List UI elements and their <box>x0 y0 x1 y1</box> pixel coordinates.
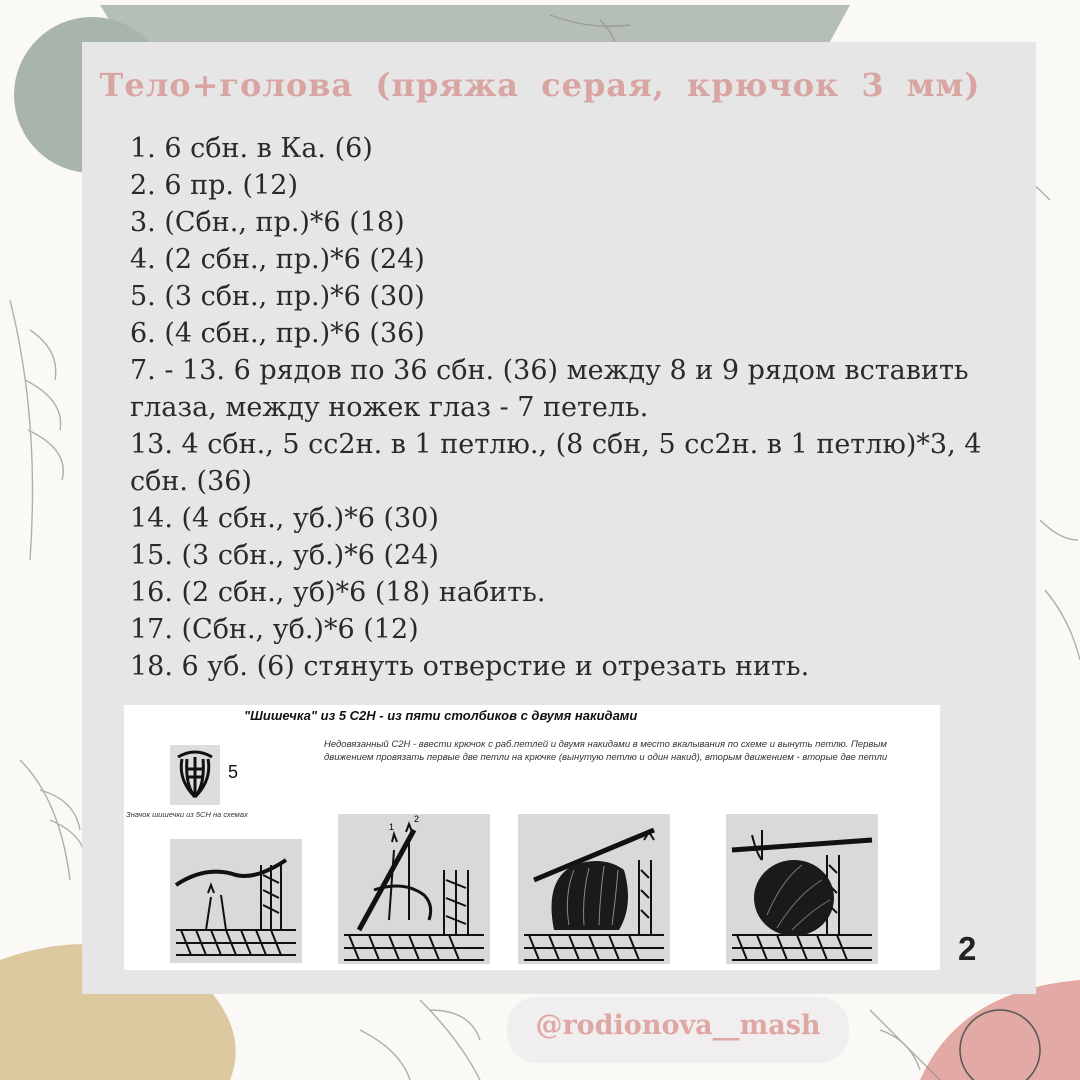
step-illustration-3 <box>514 810 674 968</box>
page-title: Тело+голова (пряжа серая, крючок 3 мм) <box>99 66 981 104</box>
arrow-label-1: 1 <box>389 822 395 832</box>
step-illustration-4 <box>722 810 882 968</box>
page-number: 2 <box>958 930 977 967</box>
author-handle[interactable]: @rodionova__mash <box>535 1010 821 1041</box>
bobble-stitch-diagram <box>124 705 940 970</box>
diagram-title: "Шишечка" из 5 С2Н - из пяти столбиков с двумя накидами <box>244 708 638 723</box>
pattern-steps-list <box>130 130 1020 685</box>
step-illustration-2 <box>334 810 494 968</box>
pattern-step: 13. 4 сбн., 5 сс2н. в 1 петлю., (8 сбн, 5 сс2н. в 1 петлю)*3, 4 сбн. (36) <box>130 429 982 497</box>
pattern-step: 18. 6 уб. (6) стянуть отверстие и отрезать нить. <box>130 651 810 682</box>
arrow-label-2: 2 <box>414 814 420 824</box>
symbol-caption: Значок шишечки из 5СН на схемах <box>126 810 248 819</box>
pattern-step: 4. (2 сбн., пр.)*6 (24) <box>130 244 425 275</box>
pattern-step: 15. (3 сбн., уб.)*6 (24) <box>130 540 439 571</box>
symbol-number: 5 <box>228 762 239 782</box>
step-illustration-1 <box>166 835 306 967</box>
pattern-step: 7. - 13. 6 рядов по 36 сбн. (36) между 8 и 9 рядом вставить глаза, между ножек глаз - 7 петель. <box>130 355 969 423</box>
pattern-step: 2. 6 пр. (12) <box>130 170 298 201</box>
diagram-description: Недовязанный С2Н - ввести крючок с раб.петлей и двумя накидами в место вкалывания по схеме и вынуть петлю. Первым движением провязать первые две петли на крючке (вынутую петлю и один накид), вторым движением - вторые две петли <box>324 739 888 763</box>
pattern-step: 1. 6 сбн. в Ка. (6) <box>130 133 373 164</box>
pattern-step: 3. (Сбн., пр.)*6 (18) <box>130 207 405 238</box>
pattern-step: 5. (3 сбн., пр.)*6 (30) <box>130 281 425 312</box>
pattern-step: 14. (4 сбн., уб.)*6 (30) <box>130 503 439 534</box>
pattern-step: 16. (2 сбн., уб)*6 (18) набить. <box>130 577 546 608</box>
pattern-step: 6. (4 сбн., пр.)*6 (36) <box>130 318 425 349</box>
pattern-step: 17. (Сбн., уб.)*6 (12) <box>130 614 419 645</box>
